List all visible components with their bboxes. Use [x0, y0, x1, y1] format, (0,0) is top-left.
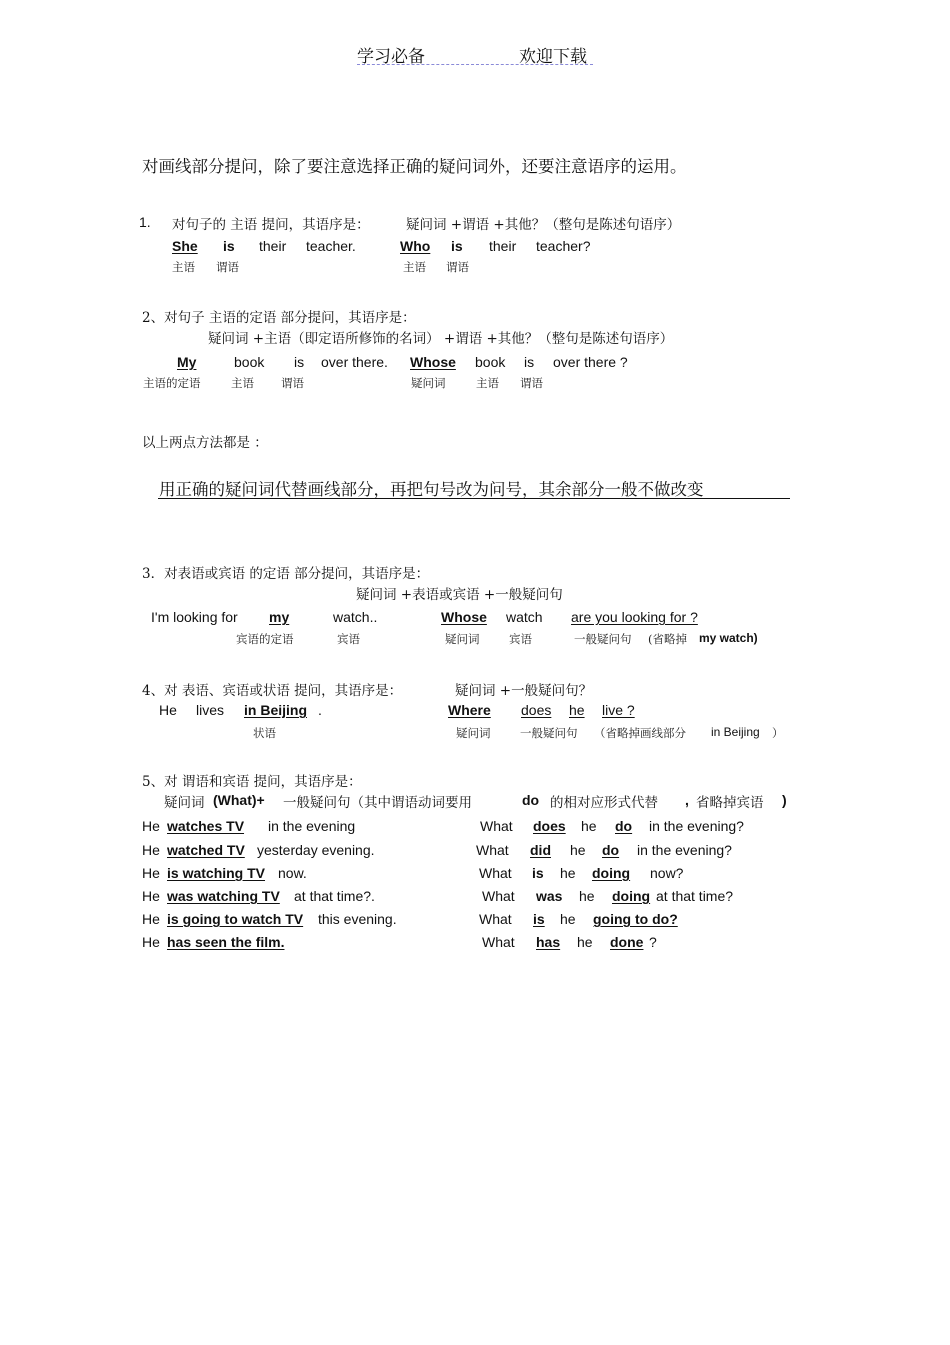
s3-formula: 疑问词 +表语或宾语 +一般疑问句	[356, 587, 563, 603]
s3-label-attr: 宾语的定语	[236, 632, 294, 646]
s1-label-q-verb: 谓语	[446, 260, 469, 274]
s1-q-word2: is	[451, 238, 463, 254]
s5-row-subject: He	[142, 934, 160, 950]
s3-ex-word3: watch..	[333, 609, 378, 625]
s4-label-omit-words: in Beijing	[711, 725, 760, 739]
s1-label-q-subject: 主语	[403, 260, 426, 274]
s5-row-tail: in the evening?	[649, 818, 744, 834]
intro-text: 对画线部分提问，除了要注意选择正确的疑问词外，还要注意语序的运用。	[142, 157, 687, 176]
s5-row-he: he	[579, 888, 595, 904]
s3-q-word1: Whose	[441, 609, 487, 625]
s4-q-word3: he	[569, 702, 585, 718]
s5-row-subject: He	[142, 842, 160, 858]
s5-row-rest: in the evening	[268, 818, 356, 834]
s2-label-subject: 主语	[231, 376, 254, 390]
s5-row-rest: yesterday evening.	[257, 842, 375, 858]
s5-formula-p5: 的相对应形式代替	[550, 795, 658, 811]
s1-ex-subject: She	[172, 238, 198, 254]
s1-ex-verb: is	[223, 238, 235, 254]
s5-row-what: What	[479, 865, 512, 881]
header-divider	[357, 64, 593, 65]
s5-formula-p3: 一般疑问句（其中谓语动词要用	[283, 795, 472, 811]
s2-label-q-subject: 主语	[476, 376, 499, 390]
s2-label-verb: 谓语	[281, 376, 304, 390]
s4-label-close: ）	[772, 726, 784, 740]
s3-label-q-word: 疑问词	[445, 632, 480, 646]
s5-formula-p1: 疑问词	[164, 795, 205, 811]
s5-row-what: What	[482, 888, 515, 904]
s5-row-what: What	[480, 818, 513, 834]
s5-formula-p2: (What)+	[213, 792, 265, 808]
s4-label-q-general: 一般疑问句	[520, 726, 578, 740]
s1-q-word3: their	[489, 238, 517, 254]
s5-formula-p6: ,	[685, 792, 689, 808]
s3-q-word2: watch	[506, 609, 543, 625]
s2-ex-word2: book	[234, 354, 265, 370]
s5-row-tail: in the evening?	[637, 842, 732, 858]
header-right: 欢迎下载	[519, 47, 587, 67]
s4-q-word1: Where	[448, 702, 491, 718]
s5-rule: 5、对 谓语和宾语 提问，其语序是：	[142, 774, 362, 790]
summary-underline	[158, 498, 790, 499]
s5-row-rest: at that time?.	[294, 888, 375, 904]
s5-row-main-verb: do	[615, 818, 633, 834]
s4-label-omit: （省略掉画线部分	[594, 726, 686, 740]
s4-q-word4: live ?	[602, 702, 635, 718]
s2-formula: 疑问词 +主语（即定语所修饰的名词） +谓语 +其他？（整句是陈述句语序）	[208, 331, 674, 347]
s5-row-main-verb: going to do?	[593, 911, 678, 927]
s2-ex-word4: over there.	[321, 354, 388, 370]
s5-formula-p4: do	[522, 792, 540, 808]
s5-row-aux: does	[533, 818, 566, 834]
s2-label-q-verb: 谓语	[520, 376, 543, 390]
s2-label-attr: 主语的定语	[143, 376, 201, 390]
s5-row-aux: did	[530, 842, 551, 858]
s5-row-main-verb: done	[610, 934, 644, 950]
s5-row-what: What	[482, 934, 515, 950]
s5-row-aux: has	[536, 934, 561, 950]
s4-ex-period: .	[318, 702, 322, 718]
s5-row-verb: has seen the film.	[167, 934, 285, 950]
s5-row-what: What	[479, 911, 512, 927]
s4-q-word2: does	[521, 702, 552, 718]
s5-row-subject: He	[142, 865, 160, 881]
s3-q-word3: are you looking for ?	[571, 609, 698, 625]
s5-row-verb: is going to watch TV	[167, 911, 304, 927]
summary-lead: 以上两点方法都是 ：	[142, 435, 268, 451]
s5-row-aux: is	[532, 865, 544, 881]
s2-q-word4: over there ?	[553, 354, 628, 370]
s3-label-omit: (省略掉	[648, 632, 687, 646]
header-left: 学习必备	[357, 47, 425, 67]
s5-row-tail: at that time?	[656, 888, 734, 904]
s5-row-he: he	[577, 934, 593, 950]
s3-ex-word2: my	[269, 609, 290, 625]
s4-ex-word2: lives	[196, 702, 225, 718]
s1-q-word1: Who	[400, 238, 431, 254]
s1-ex-word3: their	[259, 238, 287, 254]
s5-formula-p8: )	[782, 792, 787, 808]
s5-row-he: he	[560, 911, 576, 927]
s5-row-what: What	[476, 842, 509, 858]
summary-text: 用正确的疑问词代替画线部分，再把句号改为问号，其余部分一般不做改变	[159, 480, 704, 499]
s4-rule: 4、对 表语、宾语或状语 提问，其语序是：	[142, 683, 403, 699]
s5-formula-p7: 省略掉宾语	[696, 795, 764, 811]
s5-row-main-verb: doing	[612, 888, 651, 904]
s5-row-verb: watches TV	[167, 818, 245, 834]
s3-ex-word1: I'm looking for	[151, 609, 238, 625]
s1-formula: 疑问词 +谓语 +其他？（整句是陈述句语序）	[406, 217, 681, 233]
s4-ex-word3: in Beijing	[244, 702, 307, 718]
s5-row-subject: He	[142, 911, 160, 927]
s3-label-omit-words: my watch)	[699, 631, 758, 645]
s5-row-aux: was	[536, 888, 563, 904]
s3-rule: 3．对表语或宾语 的定语 部分提问，其语序是：	[142, 566, 430, 582]
s5-row-he: he	[570, 842, 586, 858]
s2-q-word3: is	[524, 354, 535, 370]
s2-ex-word3: is	[294, 354, 305, 370]
s2-q-word1: Whose	[410, 354, 456, 370]
s2-ex-word1: My	[177, 354, 197, 370]
s5-row-he: he	[581, 818, 597, 834]
s5-row-verb: is watching TV	[167, 865, 266, 881]
s5-row-main-verb: doing	[592, 865, 631, 881]
s5-row-tail: ?	[649, 934, 657, 950]
s1-rule: 对句子的 主语 提问，其语序是：	[172, 217, 370, 233]
s2-label-q-word: 疑问词	[411, 376, 446, 390]
s5-row-main-verb: do	[602, 842, 620, 858]
s1-q-word4: teacher?	[536, 238, 591, 254]
s5-row-tail: now?	[650, 865, 684, 881]
s4-label-adverbial: 状语	[253, 726, 276, 740]
s1-label-verb: 谓语	[216, 260, 239, 274]
s1-label-subject: 主语	[172, 260, 195, 274]
s5-row-subject: He	[142, 888, 160, 904]
s5-row-subject: He	[142, 818, 160, 834]
s1-number: 1.	[139, 214, 151, 230]
s5-row-verb: was watching TV	[167, 888, 280, 904]
s5-row-aux: is	[533, 911, 545, 927]
s3-label-q-general: 一般疑问句	[574, 632, 632, 646]
s5-row-rest: now.	[278, 865, 307, 881]
s3-label-object: 宾语	[337, 632, 360, 646]
s4-ex-word1: He	[159, 702, 177, 718]
s2-q-word2: book	[475, 354, 506, 370]
s5-row-he: he	[560, 865, 576, 881]
s3-label-q-object: 宾语	[509, 632, 532, 646]
s5-row-rest: this evening.	[318, 911, 397, 927]
s4-formula: 疑问词 +一般疑问句？	[455, 683, 593, 699]
s1-ex-word4: teacher.	[306, 238, 356, 254]
s2-rule: 2、对句子 主语的定语 部分提问，其语序是：	[142, 310, 416, 326]
s5-row-verb: watched TV	[167, 842, 245, 858]
s4-label-q-word: 疑问词	[456, 726, 491, 740]
